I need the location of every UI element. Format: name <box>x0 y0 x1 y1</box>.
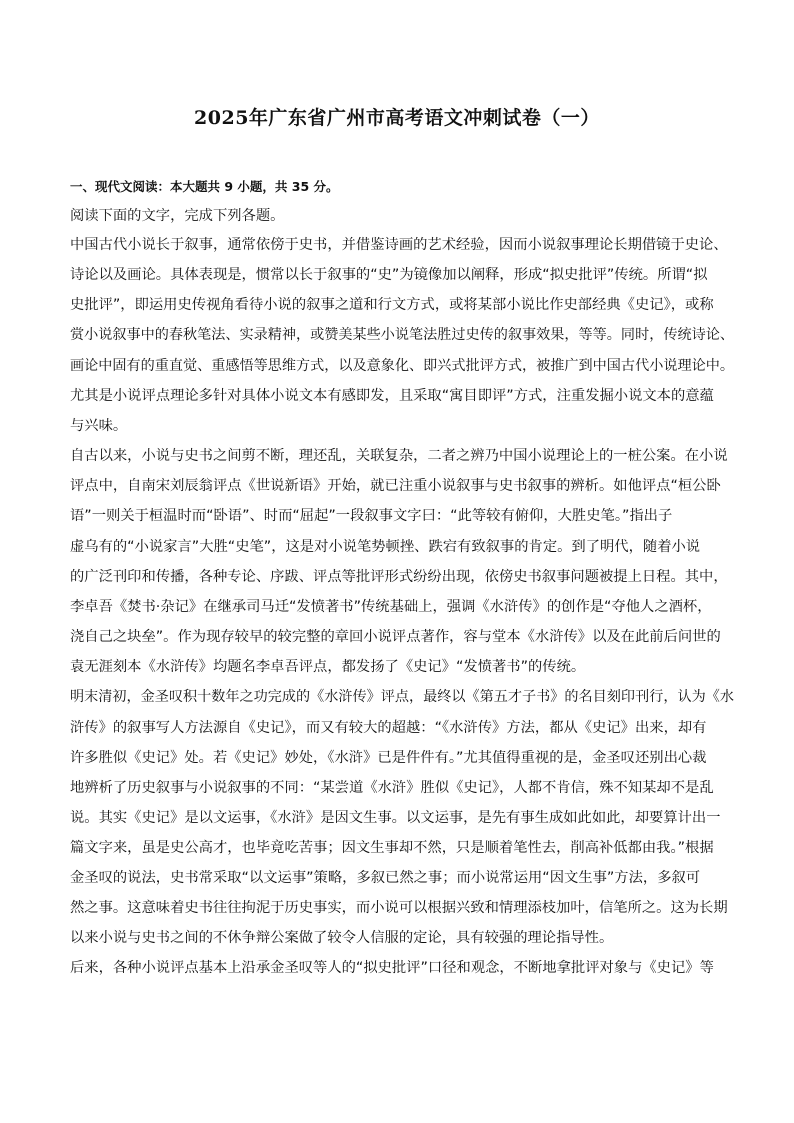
passage-line: 浇自己之块垒”。作为现存较早的较完整的章回小说评点著作，容与堂本《水浒传》以及在此前后问世的 <box>70 629 721 645</box>
passage-line: 以来小说与史书之间的不休争辩公案做了较令人信服的定论，具有较强的理论指导性。 <box>70 930 614 946</box>
passage-line: 袁无涯刻本《水浒传》均题名李卓吾评点，都发扬了《史记》“发愤著书”的传统。 <box>70 659 586 675</box>
passage-line: 明末清初，金圣叹积十数年之功完成的《水浒传》评点，最终以《第五才子书》的名目刻印刊行，认为《水 <box>70 689 734 705</box>
passage-line: 地辨析了历史叙事与小说叙事的不同：“某尝道《水浒》胜似《史记》，人都不肯信，殊不知某却不是乱 <box>70 780 714 796</box>
passage-line: 诗论以及画论。具体表现是，惯常以长于叙事的“史”为镜像加以阐释，形成“拟史批评”传统。所谓“拟 <box>70 267 708 283</box>
passage-line: 与兴味。 <box>70 418 128 434</box>
passage-line: 尤其是小说评点理论多针对具体小说文本有感即发，且采取“寓目即评”方式，注重发掘小说文本的意蕴 <box>70 388 714 404</box>
passage-line: 自古以来，小说与史书之间剪不断，理还乱，关联复杂，二者之辨乃中国小说理论上的一桩公案。在小说 <box>70 448 728 464</box>
passage-line: 中国古代小说长于叙事，通常依傍于史书，并借鉴诗画的艺术经验，因而小说叙事理论长期借镜于史论、 <box>70 237 728 253</box>
passage-line: 赏小说叙事中的春秋笔法、实录精神，或赞美某些小说笔法胜过史传的叙事效果，等等。同时，传统诗论、 <box>70 327 734 343</box>
passage-line: 的广泛刊印和传播，各种专论、序跋、评点等批评形式纷纷出现，依傍史书叙事问题被提上日程。其中， <box>70 569 728 585</box>
passage-line: 李卓吾《焚书·杂记》在继承司马迁“发愤著书”传统基础上，强调《水浒传》的创作是“夺他人之酒杯， <box>70 599 712 615</box>
reading-instruction: 阅读下面的文字，完成下列各题。 <box>70 208 285 224</box>
passage-line: 语”一则关于桓温时而“卧语”、时而“屈起”一段叙事文字曰：“此等较有俯仰，大胜史笔。”指出子 <box>70 508 673 524</box>
exam-title: 2025年广东省广州市高考语文冲刺试卷（一） <box>194 107 600 129</box>
passage-line: 篇文字来，虽是史公高才，也毕竟吃苦事；因文生事却不然，只是顺着笔性去，削高补低都由我。”根据 <box>70 840 714 856</box>
section-heading: 一、现代文阅读：本大题共 9 小题，共 35 分。 <box>70 179 339 194</box>
passage-line: 说。其实《史记》是以文运事，《水浒》是因文生事。以文运事，是先有事生成如此如此，却要算计出一 <box>70 810 721 826</box>
passage-line: 虚乌有的“小说家言”大胜“史笔”，这是对小说笔势顿挫、跌宕有致叙事的肯定。到了明代，随着小说 <box>70 539 701 555</box>
passage-line: 许多胜似《史记》处。若《史记》妙处，《水浒》已是件件有。”尤其值得重视的是，金圣叹还别出心裁 <box>70 750 707 766</box>
passage-line: 浒传》的叙事写人方法源自《史记》，而又有较大的超越：“《水浒传》方法，都从《史记》出来，却有 <box>70 720 707 736</box>
passage-line: 后来，各种小说评点基本上沿承金圣叹等人的“拟史批评”口径和观念，不断地拿批评对象与《史记》等 <box>70 960 714 976</box>
passage-line: 史批评”，即运用史传视角看待小说的叙事之道和行文方式，或将某部小说比作史部经典《史记》，或称 <box>70 297 714 313</box>
passage-line: 金圣叹的说法，史书常采取“以文运事”策略，多叙已然之事；而小说常运用“因文生事”方法，多叙可 <box>70 870 701 886</box>
passage-line: 评点中，自南宋刘辰翁评点《世说新语》开始，就已注重小说叙事与史书叙事的辨析。如他评点“桓公卧 <box>70 478 721 494</box>
passage-line: 画论中固有的重直觉、重感悟等思维方式，以及意象化、即兴式批评方式，被推广到中国古代小说理论中。 <box>70 358 734 374</box>
passage-line: 然之事。这意味着史书往往拘泥于历史事实，而小说可以根据兴致和情理添枝加叶，信笔所之。这为长期 <box>70 900 728 916</box>
